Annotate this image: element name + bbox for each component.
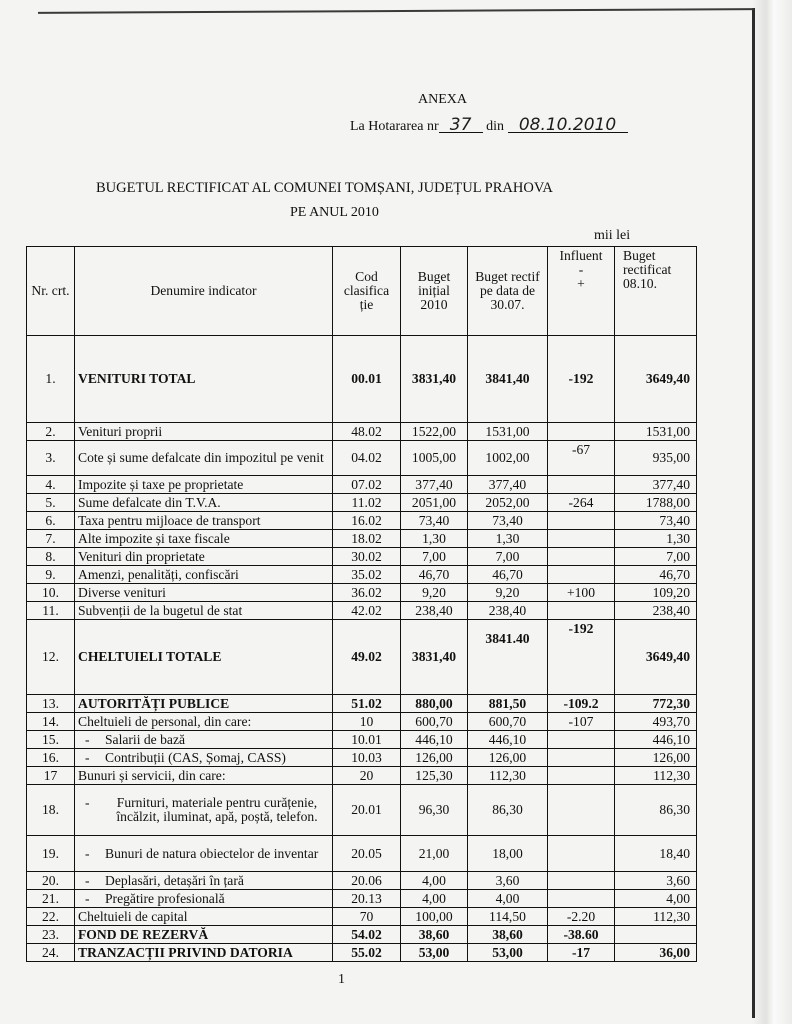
row-rectified-budget: 53,00 [468, 944, 548, 962]
row-bullet: - [85, 795, 90, 810]
row-code: 54.02 [333, 926, 401, 944]
row-number: 19. [27, 836, 75, 872]
row-influence [548, 476, 615, 494]
table-row [27, 423, 697, 441]
row-rectified-budget: 86,30 [468, 785, 548, 836]
row-initial-budget: 46,70 [401, 566, 468, 584]
row-influence: -109.2 [548, 695, 615, 713]
header-denumire: Denumire indicator [75, 247, 333, 336]
header-initial: Buget inițial 2010 [401, 247, 468, 336]
row-code: 51.02 [333, 695, 401, 713]
row-number: 15. [27, 731, 75, 749]
row-indicator: Impozite și taxe pe proprietate [75, 476, 333, 494]
row-indicator [75, 872, 333, 890]
row-initial-budget: 1,30 [401, 530, 468, 548]
row-rectified-budget: 114,50 [468, 908, 548, 926]
row-indicator [75, 836, 333, 872]
row-initial-budget: 2051,00 [401, 494, 468, 512]
row-initial-budget: 21,00 [401, 836, 468, 872]
row-number: 9. [27, 566, 75, 584]
table-row [27, 548, 697, 566]
row-code: 20 [333, 767, 401, 785]
row-indicator: Amenzi, penalități, confiscări [75, 566, 333, 584]
row-final-budget: 7,00 [615, 548, 697, 566]
row-indicator [75, 749, 333, 767]
row-initial-budget: 238,40 [401, 602, 468, 620]
row-code: 42.02 [333, 602, 401, 620]
row-rectified-budget: 7,00 [468, 548, 548, 566]
table-row [27, 566, 697, 584]
table-row [27, 872, 697, 890]
row-indicator: FOND DE REZERVĂ [75, 926, 333, 944]
row-rectified-budget: 3,60 [468, 872, 548, 890]
row-indicator: CHELTUIELI TOTALE [75, 620, 333, 695]
row-initial-budget: 600,70 [401, 713, 468, 731]
row-rectified-budget: 446,10 [468, 731, 548, 749]
page-top-line [38, 8, 754, 14]
row-final-budget: 4,00 [615, 890, 697, 908]
row-initial-budget: 4,00 [401, 872, 468, 890]
row-indicator: Venituri din proprietate [75, 548, 333, 566]
row-indicator [75, 731, 333, 749]
page-edge-line [752, 8, 755, 1018]
row-influence [548, 872, 615, 890]
row-rectified-budget: 1531,00 [468, 423, 548, 441]
row-code: 10 [333, 713, 401, 731]
budget-table [26, 246, 697, 962]
row-number: 21. [27, 890, 75, 908]
row-influence: +100 [548, 584, 615, 602]
table-row [27, 926, 697, 944]
decision-date: 08.10.2010 [508, 118, 628, 133]
row-indicator: Cote și sume defalcate din impozitul pe venit [75, 441, 333, 476]
decision-prefix: La Hotararea nr [350, 119, 439, 134]
row-final-budget: 126,00 [615, 749, 697, 767]
row-code: 35.02 [333, 566, 401, 584]
row-code: 48.02 [333, 423, 401, 441]
row-code: 16.02 [333, 512, 401, 530]
row-code: 11.02 [333, 494, 401, 512]
row-initial-budget: 9,20 [401, 584, 468, 602]
row-code: 10.03 [333, 749, 401, 767]
row-final-budget: 446,10 [615, 731, 697, 749]
table-row [27, 890, 697, 908]
row-bullet: - [85, 749, 90, 765]
table-row [27, 713, 697, 731]
row-final-budget: 238,40 [615, 602, 697, 620]
row-rectified-budget: 1,30 [468, 530, 548, 548]
table-row [27, 336, 697, 423]
row-influence [548, 749, 615, 767]
row-indicator: TRANZACȚII PRIVIND DATORIA [75, 944, 333, 962]
row-indicator: Venituri proprii [75, 423, 333, 441]
row-indicator-text: Salarii de bază [105, 731, 186, 747]
row-initial-budget: 880,00 [401, 695, 468, 713]
row-initial-budget: 126,00 [401, 749, 468, 767]
header-final-date: 08.10. [623, 276, 657, 291]
row-influence: -67 [548, 441, 615, 476]
row-influence: -192 [548, 336, 615, 423]
row-rectified-budget: 3841.40 [468, 620, 548, 695]
row-initial-budget: 125,30 [401, 767, 468, 785]
row-rectified-budget: 3841,40 [468, 336, 548, 423]
row-number: 23. [27, 926, 75, 944]
row-indicator [75, 785, 333, 836]
row-indicator: VENITURI TOTAL [75, 336, 333, 423]
row-initial-budget: 1005,00 [401, 441, 468, 476]
row-influence [548, 785, 615, 836]
row-indicator: Alte impozite și taxe fiscale [75, 530, 333, 548]
table-row [27, 620, 697, 695]
row-number: 11. [27, 602, 75, 620]
table-row [27, 530, 697, 548]
row-initial-budget: 7,00 [401, 548, 468, 566]
row-number: 12. [27, 620, 75, 695]
row-final-budget: 1788,00 [615, 494, 697, 512]
row-indicator: Bunuri și servicii, din care: [75, 767, 333, 785]
row-initial-budget: 96,30 [401, 785, 468, 836]
row-final-budget: 493,70 [615, 713, 697, 731]
row-rectified-budget: 1002,00 [468, 441, 548, 476]
row-rectified-budget: 881,50 [468, 695, 548, 713]
row-final-budget: 1,30 [615, 530, 697, 548]
row-bullet: - [85, 872, 90, 888]
document-title: BUGETUL RECTIFICAT AL COMUNEI TOMȘANI, JUDEȚUL PRAHOVA [96, 180, 553, 196]
row-influence: -38.60 [548, 926, 615, 944]
row-final-budget: 46,70 [615, 566, 697, 584]
row-code: 07.02 [333, 476, 401, 494]
row-final-budget: 377,40 [615, 476, 697, 494]
row-final-budget: 112,30 [615, 908, 697, 926]
row-final-budget: 18,40 [615, 836, 697, 872]
table-row [27, 476, 697, 494]
row-final-budget: 73,40 [615, 512, 697, 530]
document-subtitle: PE ANUL 2010 [290, 205, 379, 220]
row-final-budget: 3649,40 [615, 336, 697, 423]
row-final-budget: 1531,00 [615, 423, 697, 441]
row-initial-budget: 1522,00 [401, 423, 468, 441]
row-initial-budget: 377,40 [401, 476, 468, 494]
anexa-label: ANEXA [418, 92, 467, 107]
row-final-budget: 112,30 [615, 767, 697, 785]
row-initial-budget: 3831,40 [401, 620, 468, 695]
row-influence [548, 548, 615, 566]
row-influence [548, 731, 615, 749]
table-row [27, 602, 697, 620]
row-final-budget: 935,00 [615, 441, 697, 476]
row-rectified-budget: 9,20 [468, 584, 548, 602]
table-row [27, 749, 697, 767]
page-edge [752, 0, 792, 1024]
row-number: 4. [27, 476, 75, 494]
decision-line [350, 115, 628, 135]
row-influence [548, 890, 615, 908]
row-final-budget: 36,00 [615, 944, 697, 962]
row-code: 18.02 [333, 530, 401, 548]
table-row [27, 584, 697, 602]
header-influent-label: Influent [559, 248, 603, 263]
row-indicator: Sume defalcate din T.V.A. [75, 494, 333, 512]
header-nr: Nr. crt. [27, 247, 75, 336]
row-rectified-budget: 18,00 [468, 836, 548, 872]
row-code: 49.02 [333, 620, 401, 695]
row-initial-budget: 3831,40 [401, 336, 468, 423]
header-final [615, 247, 697, 336]
row-number: 22. [27, 908, 75, 926]
unit-label: mii lei [594, 228, 631, 243]
table-row [27, 695, 697, 713]
decision-din: din [486, 119, 504, 134]
row-number: 24. [27, 944, 75, 962]
row-code: 36.02 [333, 584, 401, 602]
row-indicator [75, 890, 333, 908]
row-rectified-budget: 377,40 [468, 476, 548, 494]
row-code: 00.01 [333, 336, 401, 423]
row-initial-budget: 73,40 [401, 512, 468, 530]
row-influence [548, 512, 615, 530]
row-code: 30.02 [333, 548, 401, 566]
row-number: 8. [27, 548, 75, 566]
row-initial-budget: 38,60 [401, 926, 468, 944]
row-influence [548, 602, 615, 620]
row-influence: -17 [548, 944, 615, 962]
table-row [27, 908, 697, 926]
row-code: 70 [333, 908, 401, 926]
row-initial-budget: 53,00 [401, 944, 468, 962]
row-number: 10. [27, 584, 75, 602]
page-number: 1 [338, 972, 345, 987]
row-final-budget: 3,60 [615, 872, 697, 890]
row-indicator: Diverse venituri [75, 584, 333, 602]
header-influent-minus: - [578, 262, 584, 277]
row-indicator-text: Deplasări, detașări în țară [105, 872, 244, 888]
row-number: 6. [27, 512, 75, 530]
row-rectified-budget: 38,60 [468, 926, 548, 944]
row-indicator: Cheltuieli de personal, din care: [75, 713, 333, 731]
header-influent-plus: + [577, 276, 585, 291]
table-row [27, 785, 697, 836]
header-rectif: Buget rectif pe data de 30.07. [468, 247, 548, 336]
row-rectified-budget: 2052,00 [468, 494, 548, 512]
table-row [27, 441, 697, 476]
row-number: 2. [27, 423, 75, 441]
row-indicator-text: Pregătire profesională [105, 890, 225, 906]
row-code: 20.01 [333, 785, 401, 836]
row-indicator-text: Contribuții (CAS, Șomaj, CASS) [105, 749, 286, 765]
row-rectified-budget: 46,70 [468, 566, 548, 584]
row-rectified-budget: 73,40 [468, 512, 548, 530]
row-code: 10.01 [333, 731, 401, 749]
row-rectified-budget: 600,70 [468, 713, 548, 731]
table-row [27, 731, 697, 749]
table-header-row [27, 247, 697, 336]
row-number: 14. [27, 713, 75, 731]
row-influence: -107 [548, 713, 615, 731]
row-influence: -192 [548, 620, 615, 695]
table-row [27, 512, 697, 530]
table-row [27, 767, 697, 785]
row-influence: -2.20 [548, 908, 615, 926]
row-code: 20.06 [333, 872, 401, 890]
row-indicator: Taxa pentru mijloace de transport [75, 512, 333, 530]
row-initial-budget: 100,00 [401, 908, 468, 926]
row-influence [548, 423, 615, 441]
row-initial-budget: 4,00 [401, 890, 468, 908]
row-number: 5. [27, 494, 75, 512]
row-influence [548, 836, 615, 872]
row-indicator: Cheltuieli de capital [75, 908, 333, 926]
table-row [27, 494, 697, 512]
row-code: 55.02 [333, 944, 401, 962]
row-influence [548, 530, 615, 548]
row-rectified-budget: 126,00 [468, 749, 548, 767]
row-number: 3. [27, 441, 75, 476]
table-row [27, 836, 697, 872]
row-number: 17 [27, 767, 75, 785]
row-final-budget: 3649,40 [615, 620, 697, 695]
row-indicator: AUTORITĂȚI PUBLICE [75, 695, 333, 713]
row-number: 18. [27, 785, 75, 836]
header-cod: Cod clasifica ție [333, 247, 401, 336]
row-initial-budget: 446,10 [401, 731, 468, 749]
row-rectified-budget: 4,00 [468, 890, 548, 908]
row-rectified-budget: 238,40 [468, 602, 548, 620]
row-code: 04.02 [333, 441, 401, 476]
row-indicator-text: Bunuri de natura obiectelor de inventar [105, 845, 319, 861]
row-indicator-text: Furnituri, materiale pentru curățenie, încălzit, iluminat, apă, poștă, telefon. [116, 795, 318, 824]
row-number: 16. [27, 749, 75, 767]
row-code: 20.13 [333, 890, 401, 908]
row-bullet: - [85, 845, 90, 861]
row-bullet: - [85, 890, 90, 906]
row-number: 1. [27, 336, 75, 423]
row-code: 20.05 [333, 836, 401, 872]
decision-number: 37 [439, 118, 483, 133]
row-final-budget: 109,20 [615, 584, 697, 602]
row-influence: -264 [548, 494, 615, 512]
row-final-budget: 86,30 [615, 785, 697, 836]
row-influence [548, 566, 615, 584]
header-influent [548, 247, 615, 336]
row-bullet: - [85, 731, 90, 747]
header-final-label: Buget rectificat [623, 248, 672, 277]
row-influence [548, 767, 615, 785]
row-number: 20. [27, 872, 75, 890]
row-rectified-budget: 112,30 [468, 767, 548, 785]
row-final-budget: 772,30 [615, 695, 697, 713]
row-number: 13. [27, 695, 75, 713]
row-number: 7. [27, 530, 75, 548]
table-row [27, 944, 697, 962]
row-indicator: Subvenții de la bugetul de stat [75, 602, 333, 620]
row-final-budget [615, 926, 697, 944]
